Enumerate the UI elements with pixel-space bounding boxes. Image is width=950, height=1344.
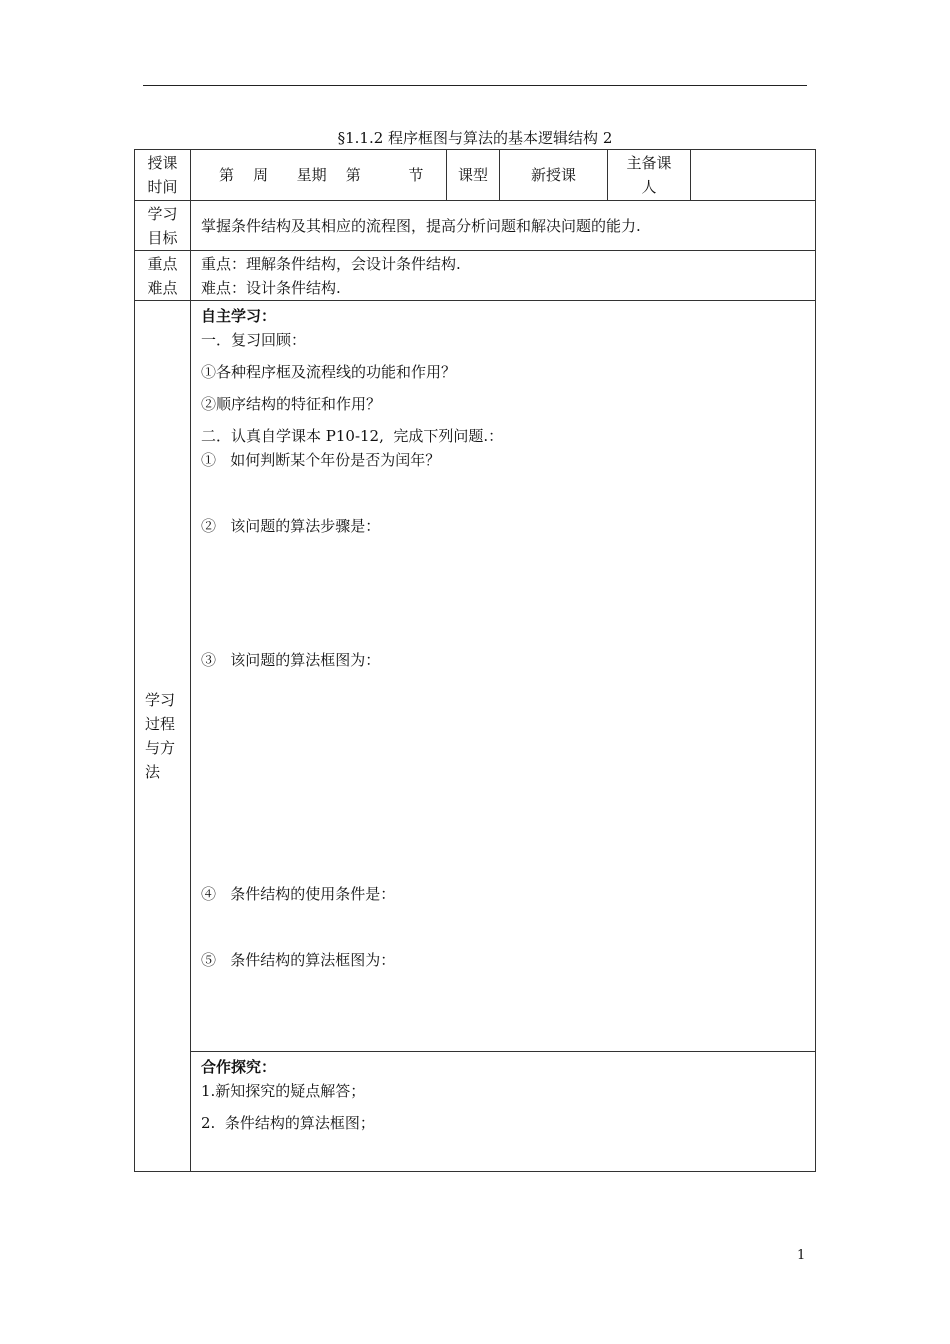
cooperative-heading: 合作探究： [201, 1058, 277, 1076]
label-keypoints: 重点 难点 [135, 251, 191, 301]
review-question-1: ①各种程序框及流程线的功能和作用？ [201, 363, 457, 381]
row-time [135, 150, 816, 201]
key-point: 重点：理解条件结构，会设计条件结构. [201, 254, 461, 273]
row-keypoints [135, 251, 816, 301]
cooperative-item-2: 2. 条件结构的算法框图； [201, 1114, 375, 1132]
review-question-2: ②顺序结构的特征和作用？ [201, 395, 382, 413]
type-value: 新授课 [500, 150, 608, 201]
task-heading: 二．认真自学课本 P10-12, 完成下列问题.： [201, 427, 504, 445]
self-study-heading: 自主学习： [201, 307, 277, 325]
question-5: ⑤ 条件结构的算法框图为： [201, 951, 396, 969]
page-number: 1 [797, 1248, 806, 1263]
cooperative-item-1: 1.新知探究的疑点解答； [201, 1082, 366, 1100]
owner-value [691, 150, 816, 201]
question-2: ② 该问题的算法步骤是： [201, 517, 381, 535]
label-process: 学习 过程 与方 法 [135, 301, 191, 1172]
label-goal: 学习 目标 [135, 201, 191, 251]
question-3: ③ 该问题的算法框图为： [201, 651, 381, 669]
header-rule [143, 85, 807, 86]
document-title: §1.1.2 程序框图与算法的基本逻辑结构 2 [337, 129, 613, 147]
label-time: 授课 时间 [135, 150, 191, 201]
row-goal [135, 201, 816, 251]
question-4: ④ 条件结构的使用条件是： [201, 885, 396, 903]
keypoints-cell [191, 251, 816, 301]
difficult-point: 难点：设计条件结构. [201, 278, 341, 297]
label-owner: 主备课 人 [608, 150, 691, 201]
cooperative-cell [191, 1052, 816, 1172]
goal-text: 掌握条件结构及其相应的流程图，提高分析问题和解决问题的能力. [191, 201, 816, 251]
time-cell: 第 周 星期 第 节 [191, 150, 447, 201]
review-heading: 一．复习回顾： [201, 331, 307, 349]
row-cooperative [135, 1052, 816, 1172]
lesson-plan-table [134, 149, 816, 1172]
question-1: ① 如何判断某个年份是否为闰年？ [201, 451, 441, 469]
row-self-study [135, 301, 816, 1052]
label-type: 课型 [447, 150, 500, 201]
self-study-cell [191, 301, 816, 1052]
